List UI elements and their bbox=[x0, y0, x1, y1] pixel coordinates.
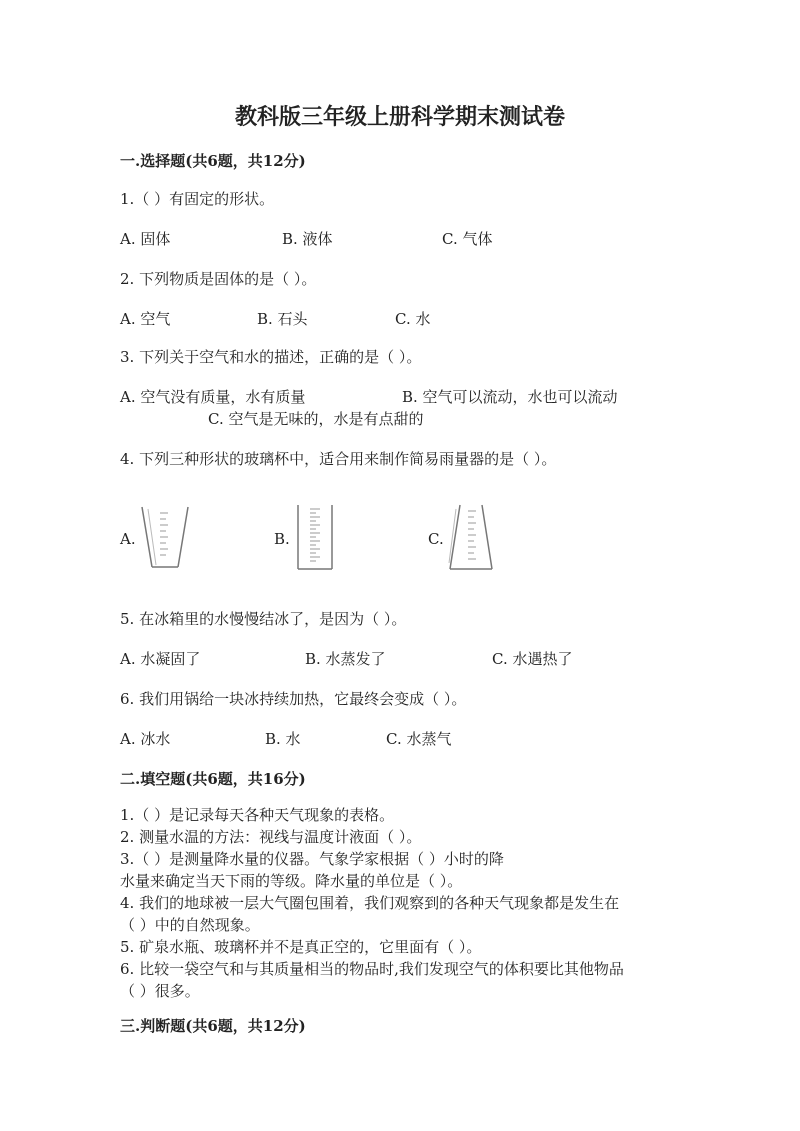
option-c: C. 水蒸气 bbox=[386, 730, 452, 748]
question-stem: 2. 下列物质是固体的是（ ）。 bbox=[120, 270, 317, 288]
option-b: B. 水蒸发了 bbox=[305, 650, 386, 668]
option-a: A. 水凝固了 bbox=[120, 650, 201, 668]
fill-line: 水量来确定当天下雨的等级。降水量的单位是（ ）。 bbox=[120, 872, 463, 890]
option-c: C. 水 bbox=[395, 310, 431, 328]
section-heading-choice: 一.选择题(共6题，共12分) bbox=[120, 152, 306, 170]
option-b: B. 水 bbox=[265, 730, 301, 748]
question-stem: 6. 我们用锅给一块冰持续加热，它最终会变成（ ）。 bbox=[120, 690, 467, 708]
page-title: 教科版三年级上册科学期末测试卷 bbox=[234, 104, 565, 130]
question-stem: 3. 下列关于空气和水的描述，正确的是（ ）。 bbox=[120, 348, 422, 366]
section-heading-fill-blank: 二.填空题(共6题，共16分) bbox=[120, 770, 306, 788]
fill-line: 6. 比较一袋空气和与其质量相当的物品时,我们发现空气的体积要比其他物品 bbox=[120, 960, 624, 978]
option-a: A. 空气 bbox=[120, 310, 171, 328]
option-b: B. bbox=[274, 530, 290, 548]
question-stem: 1.（ ）有固定的形状。 bbox=[120, 190, 275, 208]
option-c: C. 水遇热了 bbox=[492, 650, 573, 668]
option-a: A. 固体 bbox=[120, 230, 171, 248]
option-c: C. 气体 bbox=[442, 230, 493, 248]
option-c: C. 空气是无味的，水是有点甜的 bbox=[208, 410, 424, 428]
section-heading-true-false: 三.判断题(共6题，共12分) bbox=[120, 1017, 306, 1035]
option-a: A. 冰水 bbox=[120, 730, 171, 748]
tapered-glass-image bbox=[140, 505, 190, 573]
fill-line: （ ）很多。 bbox=[120, 982, 200, 1000]
option-a: A. bbox=[120, 530, 136, 548]
option-c: C. bbox=[428, 530, 444, 548]
fill-line: （ ）中的自然现象。 bbox=[120, 916, 260, 934]
option-b: B. 空气可以流动，水也可以流动 bbox=[402, 388, 618, 406]
flared-glass-image bbox=[446, 503, 496, 573]
fill-line: 4. 我们的地球被一层大气圈包围着，我们观察到的各种天气现象都是发生在 bbox=[120, 894, 620, 912]
straight-glass-image bbox=[290, 503, 340, 573]
fill-line: 1.（ ）是记录每天各种天气现象的表格。 bbox=[120, 806, 395, 824]
option-b: B. 液体 bbox=[282, 230, 333, 248]
fill-line: 5. 矿泉水瓶、玻璃杯并不是真正空的，它里面有（ ）。 bbox=[120, 938, 482, 956]
fill-line: 3.（ ）是测量降水量的仪器。气象学家根据（ ）小时的降 bbox=[120, 850, 504, 868]
fill-line: 2. 测量水温的方法：视线与温度计液面（ ）。 bbox=[120, 828, 422, 846]
question-stem: 4. 下列三种形状的玻璃杯中，适合用来制作简易雨量器的是（ ）。 bbox=[120, 450, 557, 468]
option-b: B. 石头 bbox=[257, 310, 308, 328]
question-stem: 5. 在冰箱里的水慢慢结冰了，是因为（ ）。 bbox=[120, 610, 407, 628]
option-a: A. 空气没有质量，水有质量 bbox=[120, 388, 306, 406]
